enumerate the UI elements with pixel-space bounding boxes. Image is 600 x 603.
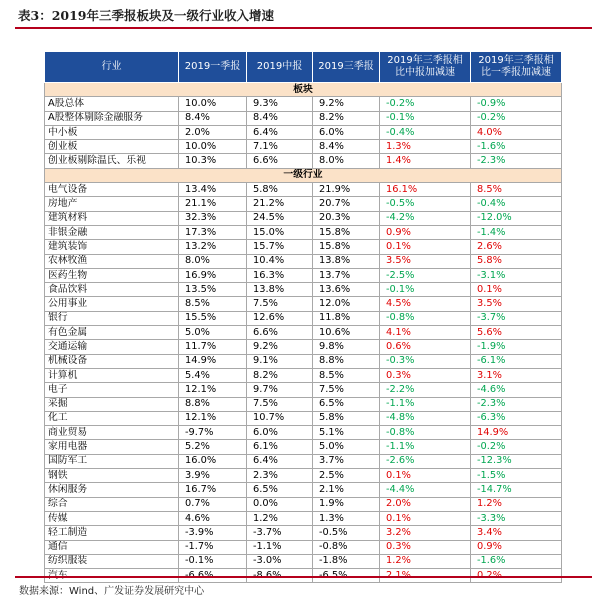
value-cell: 4.1%: [380, 326, 471, 340]
value-cell: 1.9%: [313, 497, 380, 511]
industry-cell: 国防军工: [45, 454, 179, 468]
value-cell: -4.6%: [471, 383, 562, 397]
section-label: 一级行业: [45, 168, 562, 182]
value-cell: 10.6%: [313, 326, 380, 340]
table-row: [45, 397, 562, 411]
table-row: [45, 411, 562, 425]
value-cell: 6.4%: [247, 125, 313, 139]
value-cell: 5.2%: [179, 440, 247, 454]
value-cell: -0.2%: [471, 111, 562, 125]
value-cell: 13.8%: [247, 283, 313, 297]
value-cell: -3.0%: [247, 554, 313, 568]
value-cell: 0.1%: [471, 283, 562, 297]
value-cell: 0.0%: [247, 497, 313, 511]
value-cell: 5.0%: [179, 326, 247, 340]
footer-rule: [15, 576, 592, 578]
value-cell: 5.1%: [313, 426, 380, 440]
industry-cell: 纺织服装: [45, 554, 179, 568]
industry-cell: 有色金属: [45, 326, 179, 340]
industry-cell: 综合: [45, 497, 179, 511]
value-cell: 2.1%: [380, 569, 471, 583]
value-cell: 14.9%: [471, 426, 562, 440]
industry-cell: 钢铁: [45, 469, 179, 483]
value-cell: 7.5%: [247, 397, 313, 411]
table-row: [45, 268, 562, 282]
value-cell: 15.0%: [247, 225, 313, 239]
table-row: [45, 225, 562, 239]
industry-cell: 建筑材料: [45, 211, 179, 225]
value-cell: 17.3%: [179, 225, 247, 239]
value-cell: 4.0%: [471, 125, 562, 139]
revenue-growth-table: [44, 51, 562, 583]
value-cell: -1.7%: [179, 540, 247, 554]
table-row: [45, 97, 562, 111]
industry-cell: 计算机: [45, 368, 179, 382]
value-cell: 1.3%: [380, 140, 471, 154]
value-cell: 0.2%: [471, 569, 562, 583]
value-cell: 12.0%: [313, 297, 380, 311]
industry-cell: A股总体: [45, 97, 179, 111]
value-cell: 10.4%: [247, 254, 313, 268]
source-note: 数据来源：Wind、广发证券发展研究中心: [19, 586, 205, 597]
table-row: [45, 526, 562, 540]
table-row: [45, 283, 562, 297]
header-vs-q1: 2019年三季报相比一季报加减速: [471, 52, 562, 83]
value-cell: -0.4%: [380, 125, 471, 139]
value-cell: -1.6%: [471, 554, 562, 568]
value-cell: 15.8%: [313, 225, 380, 239]
industry-cell: 银行: [45, 311, 179, 325]
value-cell: 8.0%: [179, 254, 247, 268]
industry-cell: 医药生物: [45, 268, 179, 282]
value-cell: -2.3%: [471, 154, 562, 168]
value-cell: 10.7%: [247, 411, 313, 425]
value-cell: -12.0%: [471, 211, 562, 225]
value-cell: 0.1%: [380, 240, 471, 254]
industry-cell: 非银金融: [45, 225, 179, 239]
table-row: [45, 254, 562, 268]
value-cell: -1.1%: [380, 397, 471, 411]
value-cell: 6.1%: [247, 440, 313, 454]
value-cell: 3.4%: [471, 526, 562, 540]
value-cell: 6.5%: [313, 397, 380, 411]
industry-cell: 化工: [45, 411, 179, 425]
section-row: [45, 168, 562, 182]
section-label: 板块: [45, 83, 562, 97]
value-cell: -0.4%: [471, 197, 562, 211]
value-cell: 13.5%: [179, 283, 247, 297]
value-cell: 3.5%: [380, 254, 471, 268]
value-cell: -8.6%: [247, 569, 313, 583]
value-cell: 7.5%: [313, 383, 380, 397]
value-cell: -6.1%: [471, 354, 562, 368]
table-row: [45, 240, 562, 254]
value-cell: -0.9%: [471, 97, 562, 111]
value-cell: 6.4%: [247, 454, 313, 468]
value-cell: 6.6%: [247, 326, 313, 340]
industry-cell: 创业板: [45, 140, 179, 154]
value-cell: 14.9%: [179, 354, 247, 368]
value-cell: -2.3%: [471, 397, 562, 411]
header-row: [45, 52, 562, 83]
table-row: [45, 483, 562, 497]
industry-cell: 休闲服务: [45, 483, 179, 497]
value-cell: 8.5%: [179, 297, 247, 311]
value-cell: 8.4%: [313, 140, 380, 154]
industry-cell: 机械设备: [45, 354, 179, 368]
value-cell: 12.1%: [179, 411, 247, 425]
value-cell: 3.5%: [471, 297, 562, 311]
industry-cell: 家用电器: [45, 440, 179, 454]
table-row: [45, 426, 562, 440]
value-cell: 1.2%: [471, 497, 562, 511]
value-cell: -3.9%: [179, 526, 247, 540]
value-cell: 20.3%: [313, 211, 380, 225]
value-cell: 4.5%: [380, 297, 471, 311]
value-cell: 3.2%: [380, 526, 471, 540]
value-cell: 9.3%: [247, 97, 313, 111]
value-cell: 0.1%: [380, 469, 471, 483]
header-2019q3: 2019三季报: [313, 52, 380, 83]
value-cell: -6.5%: [313, 569, 380, 583]
header-industry: 行业: [45, 52, 179, 83]
value-cell: 13.7%: [313, 268, 380, 282]
industry-cell: 公用事业: [45, 297, 179, 311]
value-cell: -1.8%: [313, 554, 380, 568]
industry-cell: 房地产: [45, 197, 179, 211]
value-cell: 6.5%: [247, 483, 313, 497]
table-row: [45, 140, 562, 154]
value-cell: -3.7%: [247, 526, 313, 540]
value-cell: 16.7%: [179, 483, 247, 497]
table-row: [45, 497, 562, 511]
value-cell: 12.1%: [179, 383, 247, 397]
value-cell: 2.0%: [380, 497, 471, 511]
value-cell: 9.7%: [247, 383, 313, 397]
value-cell: 0.3%: [380, 368, 471, 382]
table-row: [45, 183, 562, 197]
value-cell: -3.3%: [471, 511, 562, 525]
industry-cell: 食品饮料: [45, 283, 179, 297]
value-cell: 0.9%: [380, 225, 471, 239]
value-cell: 16.9%: [179, 268, 247, 282]
value-cell: 8.4%: [247, 111, 313, 125]
table-row: [45, 354, 562, 368]
value-cell: -0.8%: [380, 426, 471, 440]
value-cell: 0.3%: [380, 540, 471, 554]
industry-cell: 传媒: [45, 511, 179, 525]
value-cell: 8.0%: [313, 154, 380, 168]
value-cell: -1.9%: [471, 340, 562, 354]
table-row: [45, 154, 562, 168]
value-cell: 5.4%: [179, 368, 247, 382]
industry-cell: 中小板: [45, 125, 179, 139]
value-cell: 6.0%: [313, 125, 380, 139]
value-cell: -12.3%: [471, 454, 562, 468]
value-cell: 13.6%: [313, 283, 380, 297]
value-cell: 12.6%: [247, 311, 313, 325]
value-cell: -1.1%: [247, 540, 313, 554]
value-cell: 8.2%: [313, 111, 380, 125]
value-cell: 7.1%: [247, 140, 313, 154]
table-row: [45, 311, 562, 325]
value-cell: 21.1%: [179, 197, 247, 211]
value-cell: -0.2%: [380, 97, 471, 111]
value-cell: 9.2%: [313, 97, 380, 111]
value-cell: 3.9%: [179, 469, 247, 483]
industry-cell: 电子: [45, 383, 179, 397]
value-cell: -1.5%: [471, 469, 562, 483]
value-cell: 3.1%: [471, 368, 562, 382]
table-row: [45, 368, 562, 382]
table-row: [45, 125, 562, 139]
industry-cell: 采掘: [45, 397, 179, 411]
table-row: [45, 111, 562, 125]
value-cell: -4.4%: [380, 483, 471, 497]
value-cell: 15.8%: [313, 240, 380, 254]
table-body: [45, 83, 562, 583]
value-cell: -0.5%: [313, 526, 380, 540]
value-cell: 8.2%: [247, 368, 313, 382]
industry-cell: 交通运输: [45, 340, 179, 354]
table-row: [45, 554, 562, 568]
table-row: [45, 469, 562, 483]
value-cell: 2.5%: [313, 469, 380, 483]
value-cell: -9.7%: [179, 426, 247, 440]
value-cell: 1.3%: [313, 511, 380, 525]
value-cell: -0.1%: [179, 554, 247, 568]
value-cell: 2.6%: [471, 240, 562, 254]
value-cell: -4.2%: [380, 211, 471, 225]
value-cell: 24.5%: [247, 211, 313, 225]
value-cell: -0.3%: [380, 354, 471, 368]
value-cell: -0.8%: [380, 311, 471, 325]
industry-cell: 商业贸易: [45, 426, 179, 440]
value-cell: 2.0%: [179, 125, 247, 139]
value-cell: 21.9%: [313, 183, 380, 197]
value-cell: 8.5%: [471, 183, 562, 197]
value-cell: -0.5%: [380, 197, 471, 211]
value-cell: -2.2%: [380, 383, 471, 397]
table-row: [45, 511, 562, 525]
value-cell: 20.7%: [313, 197, 380, 211]
industry-cell: 创业板剔除温氏、乐视: [45, 154, 179, 168]
value-cell: 16.0%: [179, 454, 247, 468]
value-cell: -2.5%: [380, 268, 471, 282]
value-cell: 8.8%: [313, 354, 380, 368]
value-cell: 8.4%: [179, 111, 247, 125]
value-cell: 11.8%: [313, 311, 380, 325]
table-row: [45, 297, 562, 311]
value-cell: 21.2%: [247, 197, 313, 211]
value-cell: -0.1%: [380, 283, 471, 297]
value-cell: 9.2%: [247, 340, 313, 354]
table-row: [45, 211, 562, 225]
header-2019q1: 2019一季报: [179, 52, 247, 83]
value-cell: 0.9%: [471, 540, 562, 554]
value-cell: -0.1%: [380, 111, 471, 125]
value-cell: 16.1%: [380, 183, 471, 197]
value-cell: -3.1%: [471, 268, 562, 282]
value-cell: -2.6%: [380, 454, 471, 468]
table-row: [45, 383, 562, 397]
industry-cell: 建筑装饰: [45, 240, 179, 254]
value-cell: -0.2%: [471, 440, 562, 454]
value-cell: 1.2%: [247, 511, 313, 525]
value-cell: 8.8%: [179, 397, 247, 411]
industry-cell: A股整体剔除金融服务: [45, 111, 179, 125]
value-cell: 10.0%: [179, 97, 247, 111]
value-cell: -14.7%: [471, 483, 562, 497]
value-cell: 13.8%: [313, 254, 380, 268]
industry-cell: 通信: [45, 540, 179, 554]
value-cell: 8.5%: [313, 368, 380, 382]
value-cell: 3.7%: [313, 454, 380, 468]
value-cell: 15.5%: [179, 311, 247, 325]
value-cell: -1.1%: [380, 440, 471, 454]
value-cell: 5.8%: [247, 183, 313, 197]
value-cell: 5.8%: [471, 254, 562, 268]
value-cell: 0.7%: [179, 497, 247, 511]
table-row: [45, 540, 562, 554]
table-row: [45, 340, 562, 354]
value-cell: 5.0%: [313, 440, 380, 454]
title-rule: [15, 27, 592, 29]
value-cell: -0.8%: [313, 540, 380, 554]
value-cell: 13.2%: [179, 240, 247, 254]
value-cell: 1.4%: [380, 154, 471, 168]
header-2019h1: 2019中报: [247, 52, 313, 83]
value-cell: 1.2%: [380, 554, 471, 568]
table-row: [45, 197, 562, 211]
value-cell: 9.8%: [313, 340, 380, 354]
industry-cell: 轻工制造: [45, 526, 179, 540]
value-cell: 10.3%: [179, 154, 247, 168]
value-cell: 11.7%: [179, 340, 247, 354]
industry-cell: 电气设备: [45, 183, 179, 197]
value-cell: -1.4%: [471, 225, 562, 239]
value-cell: -3.7%: [471, 311, 562, 325]
industry-cell: 农林牧渔: [45, 254, 179, 268]
section-row: [45, 83, 562, 97]
value-cell: 16.3%: [247, 268, 313, 282]
value-cell: 7.5%: [247, 297, 313, 311]
value-cell: -6.6%: [179, 569, 247, 583]
industry-cell: 汽车: [45, 569, 179, 583]
value-cell: 0.1%: [380, 511, 471, 525]
value-cell: 2.1%: [313, 483, 380, 497]
table-row: [45, 326, 562, 340]
value-cell: 2.3%: [247, 469, 313, 483]
value-cell: -4.8%: [380, 411, 471, 425]
value-cell: -6.3%: [471, 411, 562, 425]
value-cell: 15.7%: [247, 240, 313, 254]
value-cell: 6.0%: [247, 426, 313, 440]
value-cell: 6.6%: [247, 154, 313, 168]
value-cell: 5.6%: [471, 326, 562, 340]
value-cell: 5.8%: [313, 411, 380, 425]
value-cell: 10.0%: [179, 140, 247, 154]
value-cell: 13.4%: [179, 183, 247, 197]
value-cell: 9.1%: [247, 354, 313, 368]
table-row: [45, 454, 562, 468]
value-cell: 4.6%: [179, 511, 247, 525]
value-cell: -1.6%: [471, 140, 562, 154]
value-cell: 0.6%: [380, 340, 471, 354]
table-title: 表3：2019年三季报板块及一级行业收入增速: [18, 8, 274, 23]
value-cell: 32.3%: [179, 211, 247, 225]
header-vs-h1: 2019年三季报相比中报加减速: [380, 52, 471, 83]
table-row: [45, 440, 562, 454]
